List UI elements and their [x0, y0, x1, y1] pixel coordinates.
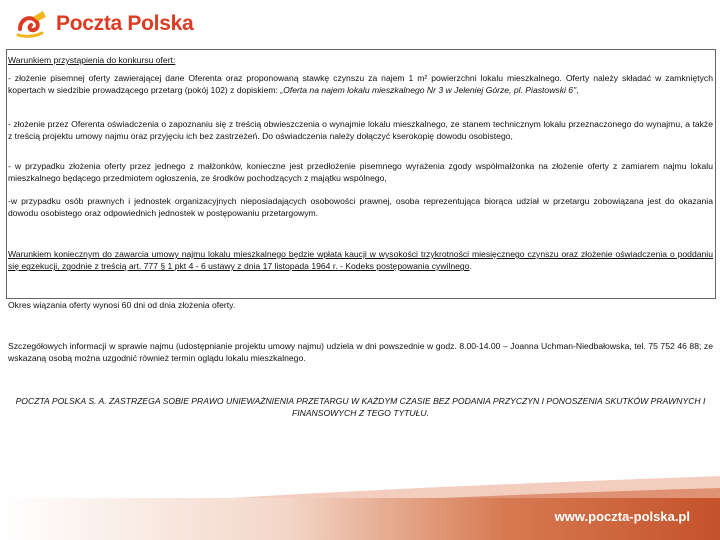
footer-website-link[interactable]: www.poczta-polska.pl	[554, 509, 690, 524]
brand-name: Poczta Polska	[56, 12, 194, 35]
condition-spouse-consent: - w przypadku złożenia oferty przez jednego z małżonków, konieczne jest przedłożenie pisemnego wyrażenia zgody współmałżonka na złożenie oferty z zamiarem najmu lokalu mieszkalnego będącego przedmiotem ogłoszenia, ze środków pochodzących z majątku wspólnego,	[8, 161, 713, 184]
condition-declaration: - złożenie przez Oferenta oświadczenia o zapoznaniu się z treścią obwieszczenia o wynajmie lokalu mieszkalnego, ze stanem technicznym lokalu przeznaczonego do wynajmu, a także z treścią projektu umowy najmu oraz przyjęciu ich bez zastrzeżeń. Do oświadczenia należy dołączyć kserokopię dowodu osobistego,	[8, 119, 713, 142]
contact-info: Szczegółowych informacji w sprawie najmu (udostępnianie projektu umowy najmu) udziela w dni powszednie w godz. 8.00-14.00 – Joanna Uchman-Niedbałowska, tel. 75 752 46 88; ze wskazaną osobą można uzgodnić również termin oglądu lokalu mieszkalnego.	[8, 341, 713, 364]
post-horn-icon	[16, 9, 50, 39]
deposit-condition-end: .	[469, 261, 472, 272]
condition-legal-entities: -w przypadku osób prawnych i jednostek organizacyjnych nieposiadających osobowości prawnej, osoba reprezentująca biorąca udział w przetargu zobowiązana jest do okazania dowodu osobistego oraz odpowiednich jednostek w postępowaniu przetargowym.	[8, 196, 713, 219]
deposit-condition	[8, 248, 713, 272]
conditions-heading: Warunkiem przystąpienia do konkursu ofert:	[8, 55, 176, 65]
condition-written-offer	[8, 72, 713, 96]
brand-logo	[16, 6, 193, 42]
written-offer-text: - złożenie pisemnej oferty zawierającej dane Oferenta oraz proponowaną stawkę czynszu za najem 1 m² powierzchni lokalu mieszkalnego. Oferty należy składać w zamkniętych kopertach w siedzibie prowadzącego przetarg (pokój 102) z dopiskiem:	[8, 73, 713, 96]
deposit-condition-text: Warunkiem koniecznym do zawarcia umowy najmu lokalu mieszkalnego będzie wpłata kaucji w wysokości trzykrotności miesięcznego czynszu oraz złożenie oświadczenia o poddaniu się egzekucji, zgodnie z treścią art. 777 § 1 pkt 4 - 6 ustawy z dnia 17 listopada 1964 r. - Kodeks postępowania cywilnego	[8, 249, 713, 272]
offer-binding-period: Okres wiązania oferty wynosi 60 dni od dnia złożenia oferty.	[8, 300, 236, 310]
written-offer-end: ,	[576, 85, 579, 96]
reservation-notice: POCZTA POLSKA S. A. ZASTRZEGA SOBIE PRAWO UNIEWAŻNIENIA PRZETARGU W KAŻDYM CZASIE BEZ PODANIA PRZYCZYN I PONOSZENIA SKUTKÓW PRAWNYCH I FINANSOWYCH Z TEGO TYTUŁU.	[15, 396, 706, 419]
envelope-note: „Oferta na najem lokalu mieszkalnego Nr 3 w Jeleniej Górze, pl. Piastowski 6"	[280, 85, 577, 96]
